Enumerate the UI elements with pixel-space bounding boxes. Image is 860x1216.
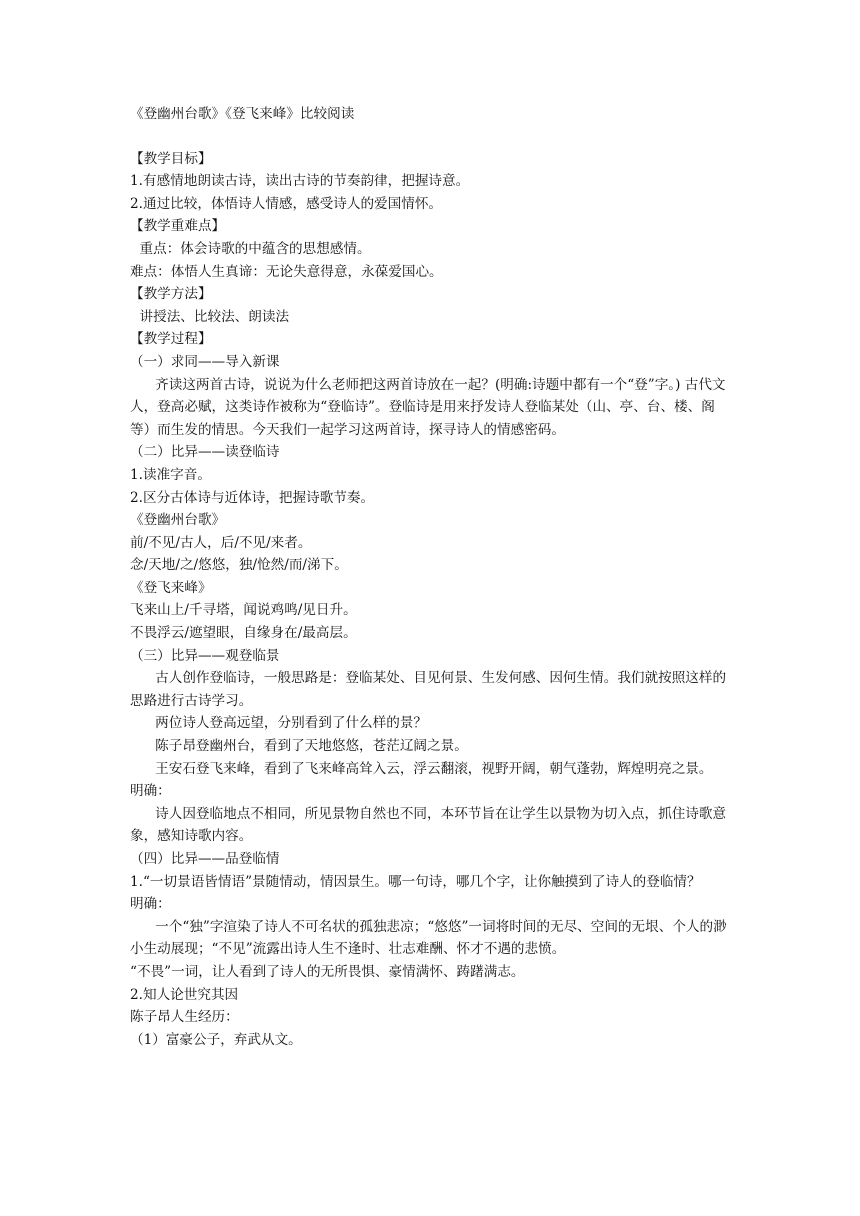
paragraph-line: 【教学重难点】 (130, 218, 226, 235)
paragraph-line: 重点：体会诗歌的中蕴含的思想感情。 (139, 240, 371, 257)
paragraph-line: 1.“一切景语皆情语”景随情动，情因景生。哪一句诗，哪几个字，让你触摸到了诗人的登临情？ (130, 873, 701, 890)
document-body (130, 148, 732, 1052)
paragraph-line: 明确： (130, 896, 171, 913)
paragraph-line: 陈子昂人生经历： (130, 1009, 239, 1026)
paragraph-line: 【教学目标】 (130, 150, 212, 167)
paragraph-line: 陈子昂登幽州台，看到了天地悠悠，苍茫辽阔之景。 (155, 738, 468, 755)
paragraph-line: 齐读这两首古诗，说说为什么老师把这两首诗放在一起？(明确:诗题中都有一个“登”字。) 古代文人，登高必赋，这类诗作被称为“登临诗”。登临诗是用来抒发诗人登临某处（山、亭、台、楼、阁等）而生发的情思。今天我们一起学习这两首诗，探寻诗人的情感密码。 (130, 376, 726, 438)
document-page (130, 103, 732, 1051)
paragraph-line: 不畏浮云/遮望眼，自缘身在/最高层。 (130, 625, 357, 642)
paragraph-line: 念/天地/之/悠悠，独/怆然/而/涕下。 (130, 557, 348, 574)
paragraph-line: 【教学过程】 (130, 331, 212, 348)
paragraph-line: （一）求同——导入新课 (130, 353, 280, 370)
paragraph-line: 【教学方法】 (130, 286, 212, 303)
paragraph-line: 前/不见/古人，后/不见/来者。 (130, 534, 312, 551)
paragraph-line: “不畏”一词，让人看到了诗人的无所畏惧、豪情满怀、踌躇满志。 (130, 963, 525, 980)
paragraph-line: 2.通过比较，体悟诗人情感，感受诗人的爱国情怀。 (130, 195, 443, 212)
paragraph-line: （四）比异——品登临情 (130, 851, 280, 867)
paragraph-line: 2.知人论世究其因 (130, 986, 239, 1003)
paragraph-line: 王安石登飞来峰，看到了飞来峰高耸入云，浮云翻滚，视野开阔，朝气蓬勃，辉煌明亮之景。 (155, 760, 713, 777)
paragraph-line: 《登飞来峰》 (130, 579, 212, 596)
paragraph-line: （二）比异——读登临诗 (130, 444, 280, 461)
paragraph-line: 难点：体悟人生真谛：无论失意得意，永葆爱国心。 (130, 263, 443, 280)
paragraph-line: （1）富豪公子，弃武从文。 (130, 1031, 302, 1048)
paragraph-line: 讲授法、比较法、朗读法 (139, 308, 290, 325)
paragraph-line: （三）比异——观登临景 (130, 647, 280, 664)
paragraph-line: 两位诗人登高远望，分别看到了什么样的景？ (155, 715, 428, 732)
paragraph-line: 飞来山上/千寻塔，闻说鸡鸣/见日升。 (130, 602, 357, 619)
paragraph-line: 一个“独”字渲染了诗人不可名状的孤独悲凉；“悠悠”一词将时间的无尽、空间的无垠、个人的渺小生动展现；“不见”流露出诗人生不逢时、壮志难酬、怀才不遇的悲愤。 (130, 918, 727, 958)
document-title: 《登幽州台歌》《登飞来峰》比较阅读 (130, 106, 355, 122)
paragraph-line: 2.区分古体诗与近体诗，把握诗歌节奏。 (130, 489, 375, 506)
paragraph-line: 1.有感情地朗读古诗，读出古诗的节奏韵律，把握诗意。 (130, 173, 470, 190)
paragraph-line: 明确： (130, 783, 171, 800)
paragraph-line: 1.读准字音。 (130, 466, 211, 483)
paragraph-line: 诗人因登临地点不相同，所见景物自然也不同，本环节旨在让学生以景物为切入点，抓住诗歌意象，感知诗歌内容。 (130, 805, 727, 845)
paragraph-line: 《登幽州台歌》 (130, 512, 226, 529)
paragraph-line: 古人创作登临诗，一般思路是：登临某处、目见何景、生发何感、因何生情。我们就按照这样的思路进行古诗学习。 (130, 670, 727, 709)
